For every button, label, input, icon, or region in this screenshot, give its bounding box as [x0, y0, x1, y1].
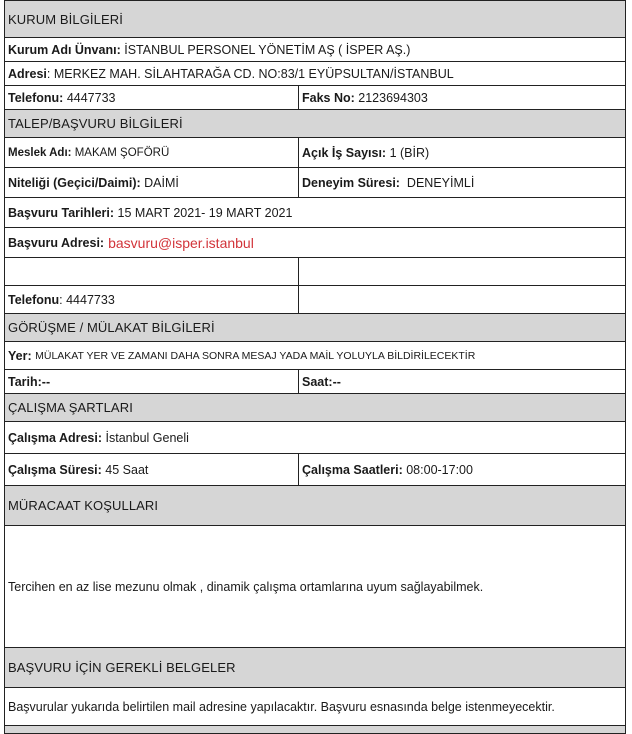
row-talep-telefon: [4, 286, 626, 314]
field-value: 4447733: [66, 90, 116, 105]
paragraph-text: Tercihen en az lise mezunu olmak , dinamik çalışma ortamlarına uyum sağlayabilmek.: [8, 579, 484, 594]
field-value: : MERKEZ MAH. SİLAHTARAĞA CD. NO:83/1 EYÜPSULTAN/İSTANBUL: [46, 66, 454, 81]
section-title: MÜRACAAT KOŞULLARI: [8, 498, 159, 513]
field-label: Başvuru Tarihleri:: [8, 205, 115, 220]
email-link[interactable]: basvuru@isper.istanbul: [108, 234, 254, 251]
field-label: Tarih:--: [8, 374, 51, 389]
field-label: Başvuru Adresi:: [8, 235, 105, 250]
section-title: GÖRÜŞME / MÜLAKAT BİLGİLERİ: [8, 320, 215, 335]
section-header-kurum: [4, 0, 626, 38]
row-basvuru-adresi: [4, 228, 626, 258]
paragraph-text: Başvurular yukarıda belirtilen mail adresine yapılacaktır. Başvuru esnasında belge istenmeyecektir.: [8, 699, 555, 714]
row-mulakat-yer: [4, 342, 626, 370]
field-label: Çalışma Süresi:: [8, 462, 102, 477]
field-label: Çalışma Saatleri:: [302, 462, 403, 477]
section-header-calisma: [4, 394, 626, 422]
field-value: DENEYİMLİ: [406, 175, 475, 190]
section-title: ÇALIŞMA ŞARTLARI: [8, 400, 133, 415]
field-label: Açık İş Sayısı:: [302, 145, 387, 160]
row-mulakat-tarih-saat: [4, 370, 626, 394]
row-kurum-telefon-faks: [4, 86, 626, 110]
field-value: İSTANBUL PERSONEL YÖNETİM AŞ ( İSPER AŞ.): [124, 42, 411, 57]
field-value: 15 MART 2021- 19 MART 2021: [117, 205, 293, 220]
field-value: MÜLAKAT YER VE ZAMANI DAHA SONRA MESAJ YADA MAİL YOLUYLA BİLDİRİLECEKTİR: [35, 349, 476, 362]
row-belgeler-text: [4, 688, 626, 726]
field-value: 2123694303: [358, 90, 428, 105]
section-header-talep: [4, 110, 626, 138]
field-value: 08:00-17:00: [406, 462, 473, 477]
field-value: 1 (BİR): [389, 145, 430, 160]
row-empty: [4, 258, 626, 286]
section-header-gorusme: [4, 314, 626, 342]
application-form: [4, 0, 626, 734]
section-title: KURUM BİLGİLERİ: [8, 11, 123, 27]
row-muracaat-text: [4, 526, 626, 648]
section-header-muracaat: [4, 486, 626, 526]
section-title: BAŞVURU İÇİN GEREKLİ BELGELER: [8, 660, 236, 675]
field-label: Saat:--: [302, 374, 341, 389]
row-nitelik: [4, 168, 626, 198]
field-label: Telefonu: [8, 292, 60, 307]
field-value: MAKAM ŞOFÖRÜ: [74, 146, 170, 159]
field-label: Deneyim Süresi:: [302, 175, 400, 190]
row-kurum-adres: [4, 62, 626, 86]
field-value: DAİMİ: [144, 175, 179, 190]
section-title: TALEP/BAŞVURU BİLGİLERİ: [8, 116, 183, 131]
section-header-next: [4, 726, 626, 734]
row-kurum-adi: [4, 38, 626, 62]
field-label: Telefonu:: [8, 90, 64, 105]
field-label: Yer:: [8, 348, 32, 363]
row-calisma-sure-saat: [4, 454, 626, 486]
field-label: Çalışma Adresi:: [8, 430, 103, 445]
section-header-belgeler: [4, 648, 626, 688]
field-label: Faks No:: [302, 90, 355, 105]
row-meslek: [4, 138, 626, 168]
field-label: Meslek Adı:: [8, 146, 72, 159]
row-basvuru-tarihleri: [4, 198, 626, 228]
field-label: Adresi: [8, 66, 47, 81]
row-calisma-adresi: [4, 422, 626, 454]
field-value: 45 Saat: [105, 462, 149, 477]
field-value: : 4447733: [59, 292, 115, 307]
field-value: İstanbul Geneli: [105, 430, 189, 445]
field-label: Kurum Adı Ünvanı:: [8, 42, 121, 57]
field-label: Niteliği (Geçici/Daimi):: [8, 175, 141, 190]
